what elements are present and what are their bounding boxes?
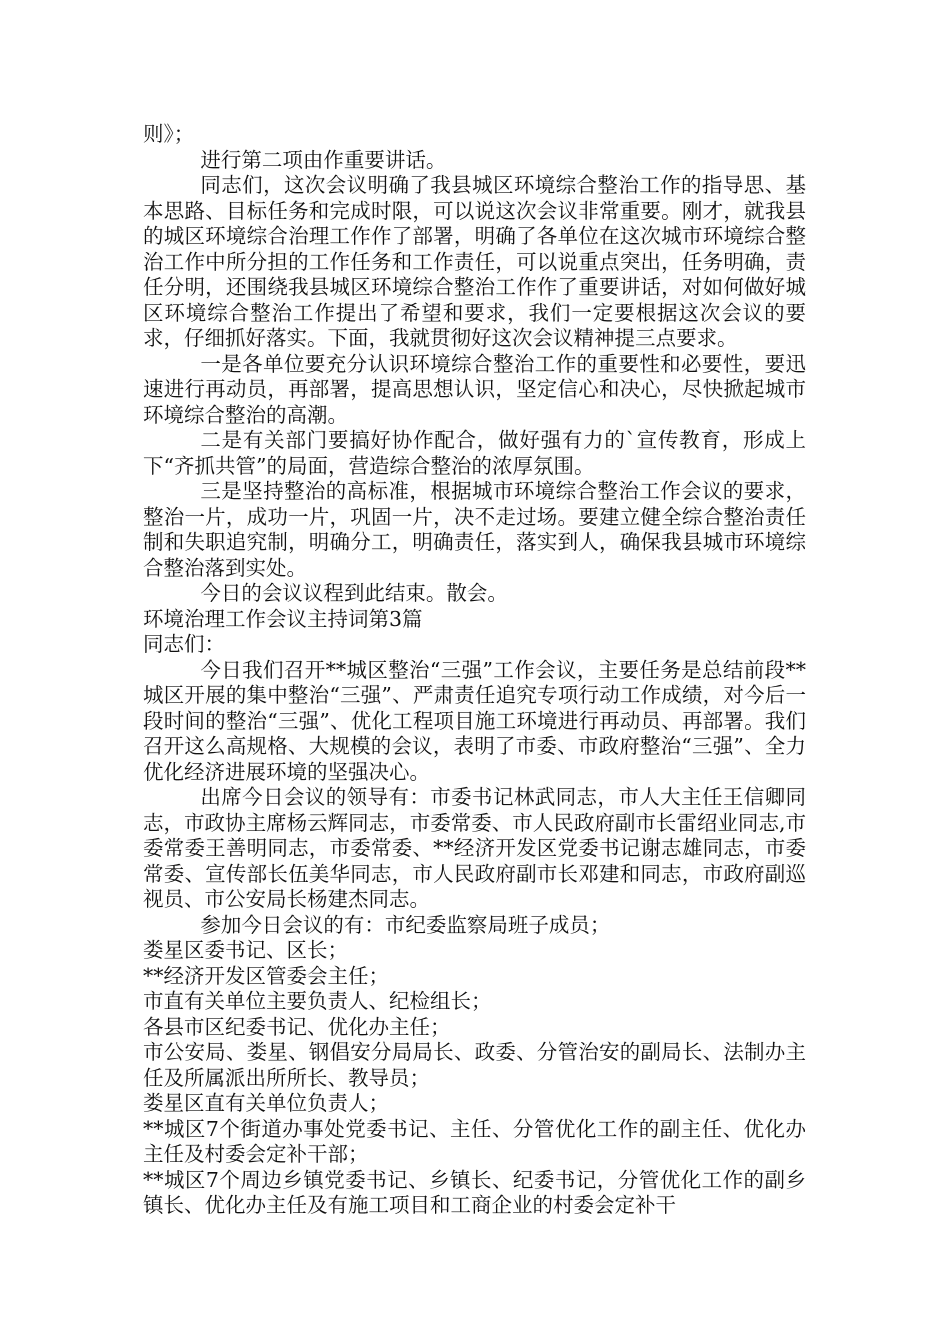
paragraph: 一是各单位要充分认识环境综合整治工作的重要性和必要性，要迅速进行再动员，再部署，提高思想认识，坚定信心和决心，尽快掀起城市环境综合整治的高潮。 xyxy=(143,351,806,427)
list-item: 市直有关单位主要负责人、纪检组长； xyxy=(143,989,492,1013)
paragraph: 今日我们召开**城区整治“三强”工作会议，主要任务是总结前段**城区开展的集中整治“三强”、严肃责任追究专项行动工作成绩，对今后一段时间的整治“三强”、优化工程项目施工环境进行再动员、再部署。我们召开这么高规格、大规模的会议，表明了市委、市政府整治“三强”、全力优化经济进展环境的坚强决心。 xyxy=(143,657,806,784)
section-heading: 环境治理工作会议主持词第3篇 xyxy=(143,606,423,631)
paragraph: 出席今日会议的领导有：市委书记林武同志，市人大主任王信卿同志，市政协主席杨云辉同志，市委常委、市人民政府副市长雷绍业同志,市委常委王善明同志，市委常委、**经济开发区党委书记谢志雄同志，市委常委、宣传部长伍美华同志，市人民政府副市长邓建和同志，市政府副巡视员、市公安局长杨建杰同志。 xyxy=(143,785,806,911)
list-item: 市公安局、娄星、钢倡安分局局长、政委、分管治安的副局长、法制办主任及所属派出所所长、教导员； xyxy=(143,1040,806,1090)
paragraph: 二是有关部门要搞好协作配合，做好强有力的`宣传教育，形成上下“齐抓共管”的局面，营造综合整治的浓厚氛围。 xyxy=(143,428,806,478)
paragraph: 则》； xyxy=(143,122,195,146)
paragraph: 今日的会议议程到此结束。散会。 xyxy=(200,581,508,605)
list-item: 各县市区纪委书记、优化办主任； xyxy=(143,1014,451,1039)
list-item: **城区7个街道办事处党委书记、主任、分管优化工作的副主任、优化办主任及村委会定补干部； xyxy=(143,1116,806,1166)
document-page xyxy=(143,122,806,1219)
paragraph: 参加今日会议的有：市纪委监察局班子成员； xyxy=(200,912,611,937)
list-item: 娄星区直有关单位负责人； xyxy=(143,1091,389,1115)
list-item: **城区7个周边乡镇党委书记、乡镇长、纪委书记，分管优化工作的副乡镇长、优化办主任及有施工项目和工商企业的村委会定补干 xyxy=(143,1167,806,1217)
paragraph: 三是坚持整治的高标准，根据城市环境综合整治工作会议的要求，整治一片，成功一片，巩固一片，决不走过场。要建立健全综合整治责任制和失职追究制，明确分工，明确责任，落实到人，确保我县城市环境综合整治落到实处。 xyxy=(143,479,806,580)
list-item: 娄星区委书记、区长； xyxy=(143,938,348,962)
list-item: **经济开发区管委会主任； xyxy=(143,963,389,988)
paragraph: 同志们，这次会议明确了我县城区环境综合整治工作的指导思、基本思路、目标任务和完成时限，可以说这次会议非常重要。刚才，就我县的城区环境综合治理工作作了部署，明确了各单位在这次城市环境综合整治工作中所分担的工作任务和工作责任，可以说重点突出，任务明确，责任分明，还围绕我县城区环境综合整治工作作了重要讲话，对如何做好城区环境综合整治工作提出了希望和要求，我们一定要根据这次会议的要求，仔细抓好落实。下面，我就贯彻好这次会议精神提三点要求。 xyxy=(143,173,806,350)
paragraph: 进行第二项由作重要讲话。 xyxy=(200,147,447,172)
salutation: 同志们： xyxy=(143,632,225,656)
